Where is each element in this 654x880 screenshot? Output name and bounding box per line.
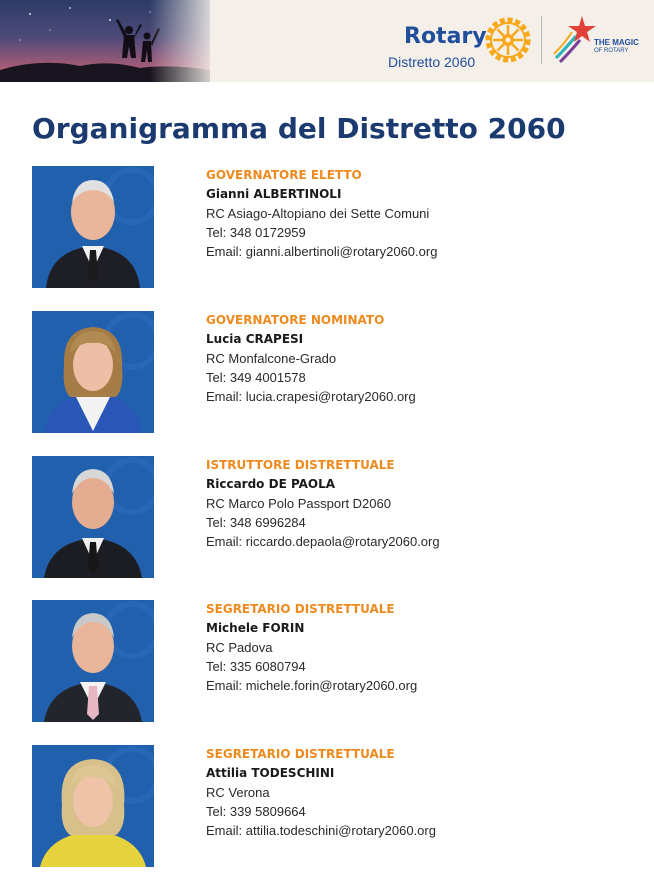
magic-of-rotary-logo bbox=[552, 14, 652, 70]
person-entry bbox=[0, 600, 654, 724]
person-info bbox=[206, 311, 416, 406]
person-entry bbox=[0, 745, 654, 869]
person-email[interactable]: Email: riccardo.depaola@rotary2060.org bbox=[206, 534, 440, 549]
person-club: RC Asiago-Altopiano dei Sette Comuni bbox=[206, 206, 430, 221]
portrait-photo bbox=[32, 600, 154, 722]
person-name: Michele FORIN bbox=[206, 621, 305, 635]
person-entry bbox=[0, 456, 654, 580]
brand-district: Distretto 2060 bbox=[388, 54, 476, 70]
person-role: SEGRETARIO DISTRETTUALE bbox=[206, 602, 395, 616]
person-info bbox=[206, 456, 440, 551]
person-role: GOVERNATORE ELETTO bbox=[206, 168, 362, 182]
person-info bbox=[206, 166, 437, 261]
rotary-wheel-icon bbox=[484, 16, 532, 64]
page-header bbox=[0, 0, 654, 82]
person-club: RC Monfalcone-Grado bbox=[206, 351, 337, 366]
person-email[interactable]: Email: lucia.crapesi@rotary2060.org bbox=[206, 389, 416, 404]
person-role: SEGRETARIO DISTRETTUALE bbox=[206, 747, 395, 761]
person-name: Attilia TODESCHINI bbox=[206, 766, 335, 780]
header-divider bbox=[541, 16, 542, 64]
person-club: RC Padova bbox=[206, 640, 273, 655]
person-club: RC Verona bbox=[206, 785, 270, 800]
person-email[interactable]: Email: gianni.albertinoli@rotary2060.org bbox=[206, 244, 438, 259]
person-phone: Tel: 339 5809664 bbox=[206, 804, 306, 819]
magic-line1: THE MAGIC bbox=[594, 38, 639, 47]
person-email[interactable]: Email: michele.forin@rotary2060.org bbox=[206, 678, 418, 693]
person-name: Lucia CRAPESI bbox=[206, 332, 304, 346]
person-email[interactable]: Email: attilia.todeschini@rotary2060.org bbox=[206, 823, 436, 838]
magic-line2: OF ROTARY bbox=[594, 48, 629, 54]
portrait-photo bbox=[32, 456, 154, 578]
person-phone: Tel: 348 0172959 bbox=[206, 225, 306, 240]
portrait-photo bbox=[32, 745, 154, 867]
person-phone: Tel: 348 6996284 bbox=[206, 515, 306, 530]
person-name: Gianni ALBERTINOLI bbox=[206, 187, 342, 201]
person-role: GOVERNATORE NOMINATO bbox=[206, 313, 385, 327]
brand-name: Rotary bbox=[404, 24, 487, 49]
person-club: RC Marco Polo Passport D2060 bbox=[206, 496, 391, 511]
person-entry bbox=[0, 311, 654, 435]
magic-star-icon bbox=[552, 14, 598, 66]
person-entry bbox=[0, 166, 654, 290]
person-info bbox=[206, 600, 417, 695]
person-phone: Tel: 335 6080794 bbox=[206, 659, 306, 674]
rotary-logo bbox=[388, 14, 538, 74]
person-name: Riccardo DE PAOLA bbox=[206, 477, 336, 491]
person-phone: Tel: 349 4001578 bbox=[206, 370, 306, 385]
portrait-photo bbox=[32, 166, 154, 288]
banner-fade bbox=[150, 0, 220, 82]
page-title: Organigramma del Distretto 2060 bbox=[32, 112, 566, 145]
portrait-photo bbox=[32, 311, 154, 433]
person-info bbox=[206, 745, 436, 840]
person-role: ISTRUTTORE DISTRETTUALE bbox=[206, 458, 395, 472]
